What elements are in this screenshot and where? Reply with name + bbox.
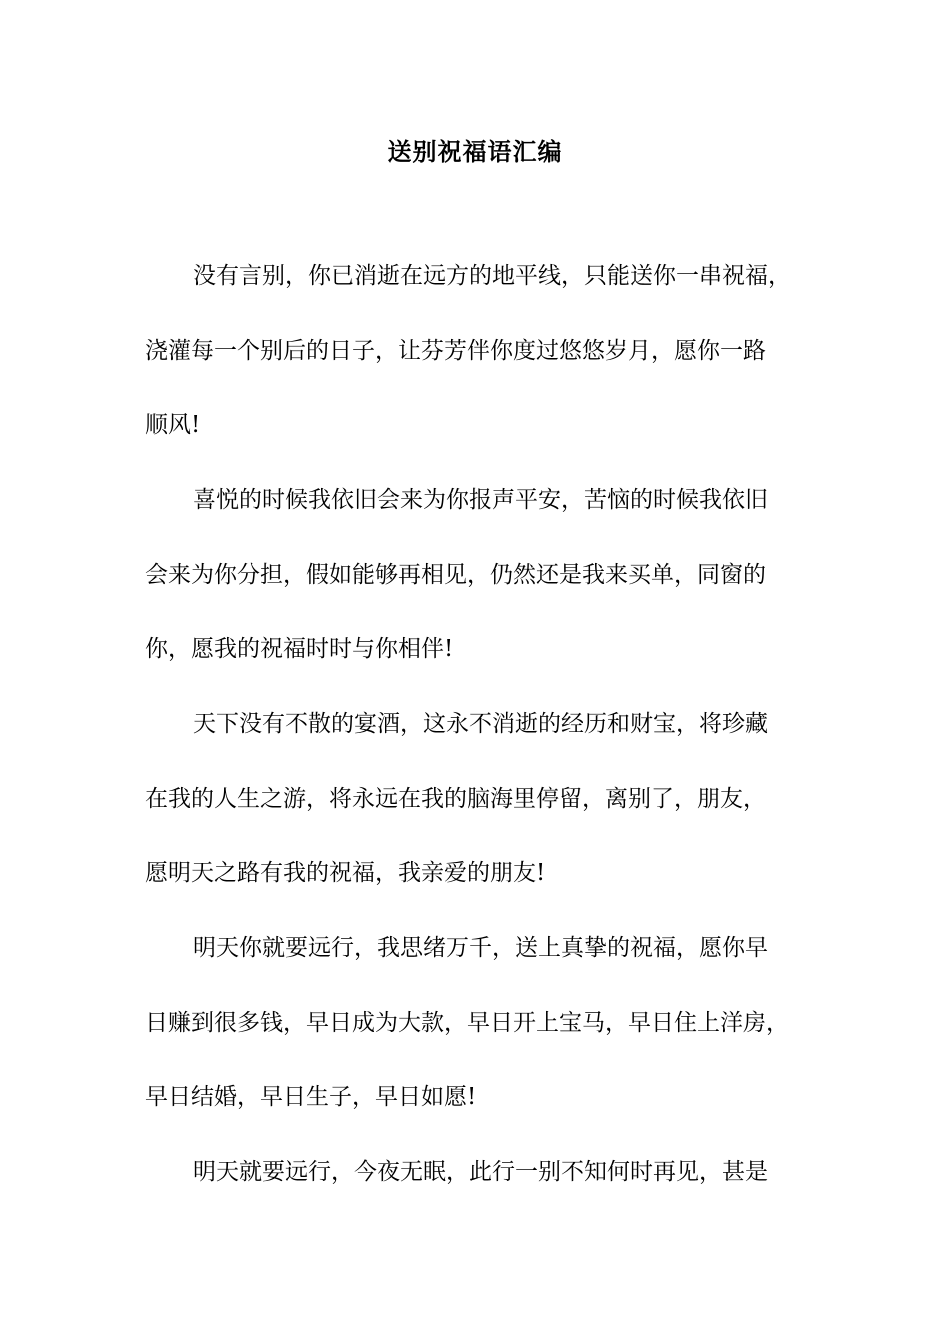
paragraph-2-line-3: 你，愿我的祝福时时与你相伴! [145, 636, 454, 662]
paragraph-4-line-2: 日赚到很多钱，早日成为大款，早日开上宝马，早日住上洋房， [145, 1010, 789, 1036]
document-title: 送别祝福语汇编 [387, 137, 563, 166]
paragraph-2-line-1: 喜悦的时候我依旧会来为你报声平安，苦恼的时候我依旧 [193, 487, 768, 513]
paragraph-4-line-1: 明天你就要远行，我思绪万千，送上真挚的祝福，愿你早 [193, 935, 768, 961]
paragraph-1-line-2: 浇灌每一个别后的日子，让芬芳伴你度过悠悠岁月，愿你一路 [145, 338, 766, 364]
paragraph-5-line-1: 明天就要远行，今夜无眠，此行一别不知何时再见，甚是 [193, 1159, 768, 1185]
paragraph-3-line-1: 天下没有不散的宴酒，这永不消逝的经历和财宝，将珍藏 [193, 711, 768, 737]
paragraph-1-line-3: 顺风! [145, 412, 201, 438]
paragraph-3-line-3: 愿明天之路有我的祝福，我亲爱的朋友! [145, 860, 546, 886]
paragraph-2-line-2: 会来为你分担，假如能够再相见，仍然还是我来买单，同窗的 [145, 562, 766, 588]
paragraph-1-line-1: 没有言别，你已消逝在远方的地平线，只能送你一串祝福， [193, 263, 791, 289]
paragraph-3-line-2: 在我的人生之游，将永远在我的脑海里停留，离别了，朋友， [145, 786, 766, 812]
paragraph-4-line-3: 早日结婚，早日生子，早日如愿! [145, 1084, 477, 1110]
